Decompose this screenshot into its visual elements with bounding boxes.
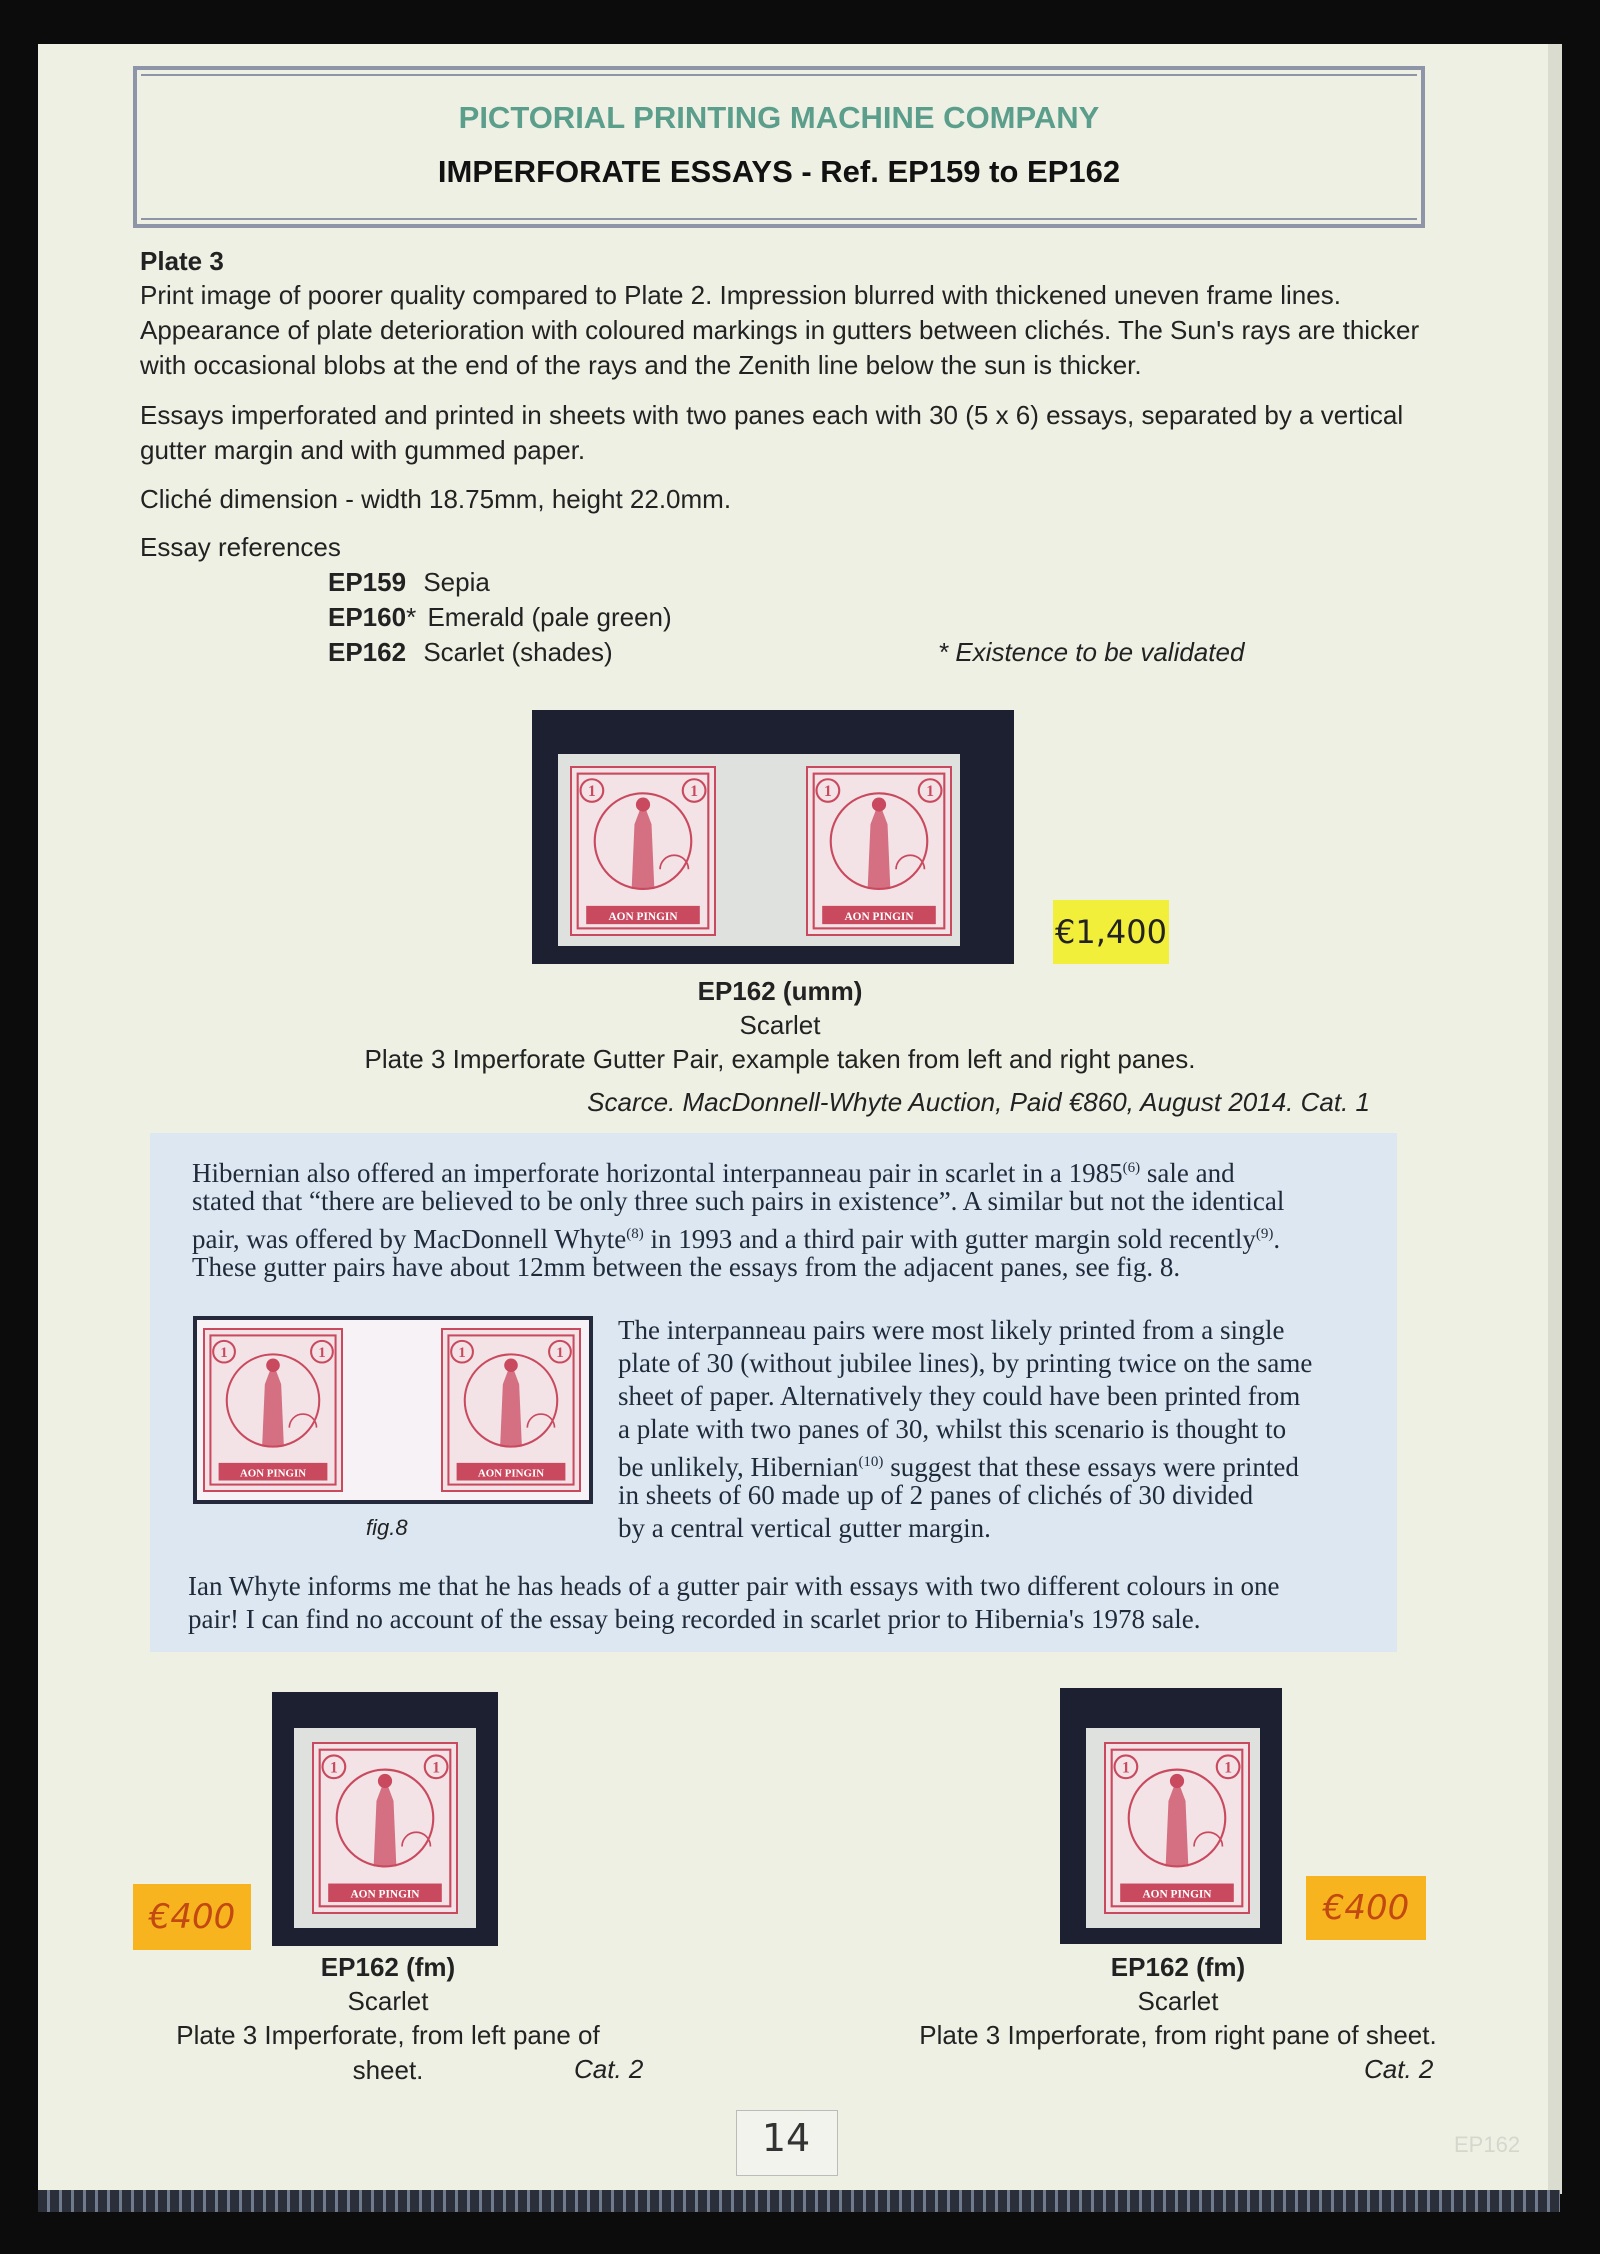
footnote-ref: (10) bbox=[858, 1454, 884, 1470]
ref-code: EP160 bbox=[328, 602, 407, 632]
fig8-stamp-left bbox=[203, 1328, 343, 1492]
essay-design bbox=[808, 768, 950, 934]
essay-design bbox=[572, 768, 714, 934]
stamp-bottom-label: AON PINGIN bbox=[844, 910, 914, 923]
info-para3-line2: pair! I can find no account of the essay being recorded in scarlet prior to Hibernia's 1978 sale. bbox=[188, 1604, 1201, 1634]
essay-design bbox=[1106, 1744, 1248, 1912]
essay-design bbox=[443, 1330, 579, 1490]
info-para2-line7: by a central vertical gutter margin. bbox=[618, 1513, 991, 1543]
stamp-value-right: 1 bbox=[318, 1345, 326, 1362]
price-tag-main: €1,400 bbox=[1053, 900, 1169, 964]
essay-design bbox=[314, 1744, 456, 1912]
stamp-value-right: 1 bbox=[1224, 1759, 1233, 1777]
info-para2-line4: a plate with two panes of 30, whilst this scenario is thought to bbox=[618, 1414, 1287, 1444]
price-tag-right: €400 bbox=[1306, 1876, 1426, 1940]
fig8-caption: fig.8 bbox=[366, 1515, 408, 1540]
price-tag-left: €400 bbox=[133, 1884, 251, 1950]
ref-desc: Sepia bbox=[423, 567, 490, 597]
info-para1-line4: These gutter pairs have about 12mm between the essays from the adjacent panes, see fig. 8. bbox=[192, 1252, 1181, 1282]
page-bottom-strip bbox=[38, 2190, 1560, 2212]
stamp-value-left: 1 bbox=[823, 783, 832, 801]
main-item-description: Plate 3 Imperforate Gutter Pair, example taken from left and right panes. bbox=[364, 1044, 1196, 1074]
ref-code: EP162 bbox=[328, 637, 407, 667]
left-item-description: Plate 3 Imperforate, from left pane of sheet. bbox=[176, 2020, 600, 2085]
info-para2-line1: The interpanneau pairs were most likely printed from a single bbox=[618, 1315, 1285, 1345]
plate-para2-line1: Essays imperforated and printed in sheets with two panes each with 30 (5 x 6) essays, separated by a vertical bbox=[140, 400, 1404, 430]
ref-row-ep162 bbox=[328, 635, 613, 670]
right-item-cat: Cat. 2 bbox=[1364, 2054, 1434, 2084]
plate-para1-line2: Appearance of plate deterioration with coloured markings in gutters between clichés. The Sun's rays are thicker bbox=[140, 315, 1420, 345]
plate-heading: Plate 3 bbox=[140, 246, 224, 276]
essay-design bbox=[205, 1330, 341, 1490]
essay-stamp-right bbox=[806, 766, 952, 936]
essay-stamp-right-pane bbox=[1104, 1742, 1250, 1914]
stamp-value-right: 1 bbox=[432, 1759, 441, 1777]
info-para1-line2: stated that “there are believed to be only three such pairs in existence”. A similar but not the identical bbox=[192, 1186, 1285, 1216]
plate-para1-line3: with occasional blobs at the end of the rays and the Zenith line below the sun is thicker. bbox=[140, 350, 1142, 380]
info-para2-line6: in sheets of 60 made up of 2 panes of clichés of 30 divided bbox=[618, 1480, 1254, 1510]
stamp-value-right: 1 bbox=[690, 783, 699, 801]
main-item-color: Scarlet bbox=[739, 1010, 821, 1040]
ref-desc: Emerald (pale green) bbox=[427, 602, 672, 632]
plate-para2-line2: gutter margin and with gummed paper. bbox=[140, 435, 586, 465]
stamp-bottom-label: AON PINGIN bbox=[239, 1467, 307, 1480]
stamp-value-left: 1 bbox=[329, 1759, 338, 1777]
essay-references-label: Essay references bbox=[140, 532, 341, 562]
essay-stamp-left-pane bbox=[312, 1742, 458, 1914]
stamp-value-right: 1 bbox=[556, 1345, 564, 1362]
info-para3-line1: Ian Whyte informs me that he has heads of a gutter pair with essays with two different colours in one bbox=[188, 1571, 1280, 1601]
right-item-description: Plate 3 Imperforate, from right pane of sheet. bbox=[919, 2020, 1437, 2050]
stamp-value-left: 1 bbox=[220, 1345, 228, 1362]
title-frame bbox=[133, 66, 1425, 228]
ref-row-ep160 bbox=[328, 600, 672, 635]
left-item-cat: Cat. 2 bbox=[574, 2054, 644, 2084]
ref-row-ep159 bbox=[328, 565, 490, 600]
company-title: PICTORIAL PRINTING MACHINE COMPANY bbox=[458, 100, 1100, 135]
left-item-color: Scarlet bbox=[347, 1986, 429, 2016]
footnote-ref: (9) bbox=[1255, 1226, 1274, 1242]
watermark-text: EP162 bbox=[1454, 2132, 1521, 2157]
main-item-title: EP162 (umm) bbox=[697, 976, 863, 1006]
cliche-dimension: Cliché dimension - width 18.75mm, height 22.0mm. bbox=[140, 484, 732, 514]
page-subtitle: IMPERFORATE ESSAYS - Ref. EP159 to EP162 bbox=[437, 154, 1121, 189]
essay-stamp-left bbox=[570, 766, 716, 936]
stamp-value-left: 1 bbox=[1121, 1759, 1130, 1777]
plate-para1-line1: Print image of poorer quality compared to Plate 2. Impression blurred with thickened uneven frame lines. bbox=[140, 280, 1341, 310]
footnote-ref: (6) bbox=[1122, 1160, 1141, 1176]
ref-desc: Scarlet (shades) bbox=[423, 637, 613, 667]
page-binding bbox=[1548, 44, 1562, 2194]
info-para2-line5: be unlikely, Hibernian$^{(10)}$ suggest that these essays were printed bbox=[618, 1452, 1299, 1482]
stamp-value-right: 1 bbox=[926, 783, 935, 801]
info-para2-line3: sheet of paper. Alternatively they could have been printed from bbox=[618, 1381, 1301, 1411]
stamp-bottom-label: AON PINGIN bbox=[608, 910, 678, 923]
footnote-ref: (8) bbox=[626, 1226, 644, 1242]
right-item-title: EP162 (fm) bbox=[1110, 1952, 1246, 1982]
left-item-title: EP162 (fm) bbox=[320, 1952, 456, 1982]
main-item-note: Scarce. MacDonnell-Whyte Auction, Paid €860, August 2014. Cat. 1 bbox=[587, 1087, 1370, 1117]
existence-note: * Existence to be validated bbox=[938, 637, 1245, 667]
info-para1-line1: Hibernian also offered an imperforate horizontal interpanneau pair in scarlet in a 1985$^{(6)}$ sale and bbox=[192, 1158, 1235, 1188]
page-number: 14 bbox=[761, 2116, 811, 2160]
stamp-value-left: 1 bbox=[587, 783, 596, 801]
fig8-stamp-right bbox=[441, 1328, 581, 1492]
info-para1-line3: pair, was offered by MacDonnell Whyte$^{(8)}$ in 1993 and a third pair with gutter margin sold recently$^{(9)}$. bbox=[192, 1224, 1281, 1254]
stamp-bottom-label: AON PINGIN bbox=[1142, 1888, 1212, 1901]
ref-mark: * bbox=[406, 602, 417, 632]
fig8-image bbox=[193, 1316, 593, 1504]
right-item-color: Scarlet bbox=[1137, 1986, 1219, 2016]
ref-code: EP159 bbox=[328, 567, 407, 597]
stamp-bottom-label: AON PINGIN bbox=[350, 1888, 420, 1901]
stamp-value-left: 1 bbox=[458, 1345, 466, 1362]
stamp-bottom-label: AON PINGIN bbox=[477, 1467, 545, 1480]
info-para2-line2: plate of 30 (without jubilee lines), by printing twice on the same bbox=[618, 1348, 1313, 1378]
